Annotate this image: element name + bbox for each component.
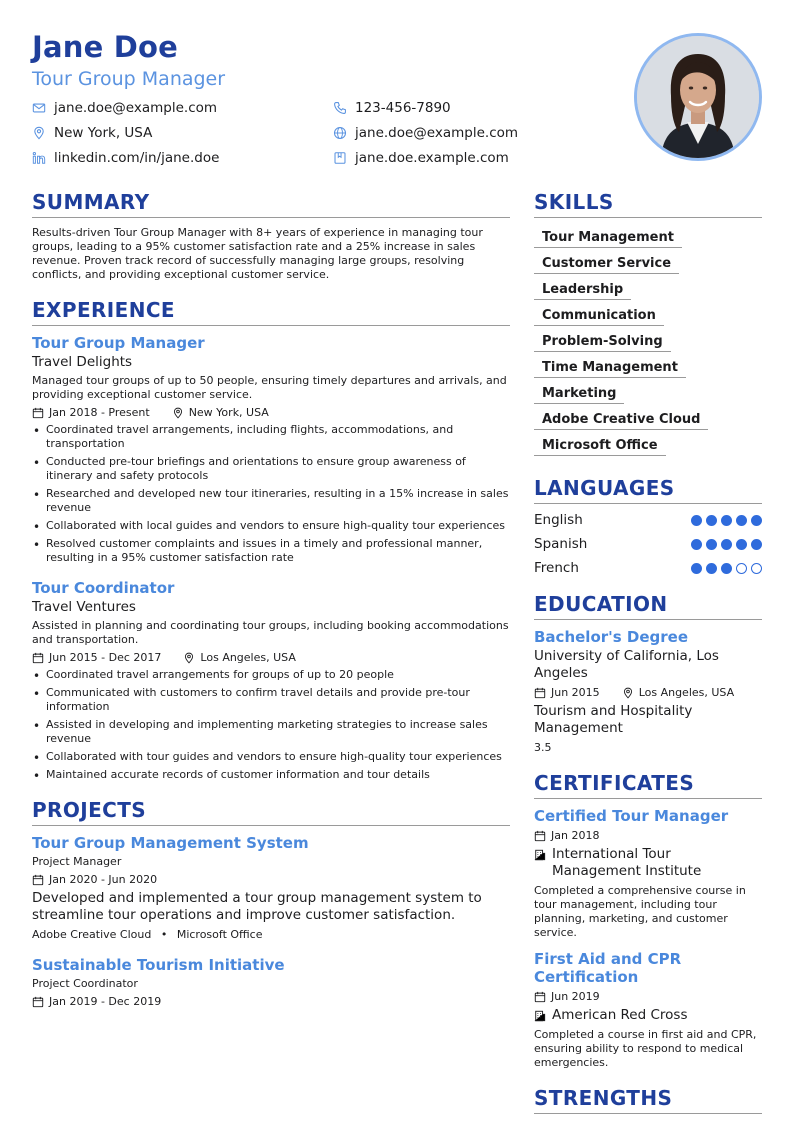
- candidate-title: Tour Group Manager: [32, 68, 226, 90]
- language-name: Spanish: [534, 536, 588, 552]
- skill-tag: Leadership: [534, 282, 631, 300]
- job-bullet: • Communicated with customers to confirm travel details and provide pre-tour information: [32, 686, 510, 714]
- project-role: Project Coordinator: [32, 977, 138, 990]
- skills-heading: SKILLS: [534, 190, 762, 218]
- job-meta: [32, 651, 510, 664]
- project-item: [32, 834, 510, 942]
- job-dates: [32, 651, 161, 664]
- skill-tag: Communication: [534, 308, 664, 326]
- project-dates-text: Jan 2019 - Dec 2019: [49, 995, 162, 1008]
- project-tools: [32, 928, 510, 942]
- calendar-icon: [32, 996, 44, 1008]
- job-meta: [32, 406, 510, 419]
- linkedin-icon: [32, 151, 46, 165]
- summary-text: Results-driven Tour Group Manager with 8+ years of experience in managing tour groups, leading to a 95% customer satisfaction rate and a 25% increase in sales revenue. Proven track record of successfully managing large groups, resolving conflicts, and providing exceptional customer service.: [32, 226, 483, 281]
- right-column: [534, 190, 762, 1122]
- job-bullet: • Maintained accurate records of customer information and tour details: [32, 768, 510, 782]
- job-location: [183, 651, 295, 664]
- certificate-date-wrap: [534, 990, 600, 1003]
- certificate-date-text: Jun 2019: [551, 990, 600, 1003]
- level-dot-filled: [721, 563, 732, 574]
- project-tool: Adobe Creative Cloud: [32, 928, 152, 941]
- location-pin-icon: [183, 652, 195, 664]
- profile-photo-image: [637, 36, 759, 158]
- certificate-title: Certified Tour Manager: [534, 807, 729, 825]
- job-bullet: • Researched and developed new tour itineraries, resulting in a 15% increase in sales revenue: [32, 487, 510, 515]
- education-meta: [534, 686, 762, 699]
- level-dot-filled: [691, 563, 702, 574]
- certificate-date: [534, 829, 762, 842]
- job-location-text: Los Angeles, USA: [200, 651, 296, 664]
- language-level: [691, 539, 762, 550]
- job-description: Assisted in planning and coordinating tour groups, including booking accommodations and transportation.: [32, 619, 509, 646]
- project-dates: [32, 995, 161, 1008]
- contact-website[interactable]: [333, 150, 509, 166]
- education-dates: [534, 686, 600, 699]
- certificate-date-wrap: [534, 829, 599, 842]
- job-description: Managed tour groups of up to 50 people, ensuring timely departures and arrivals, and providing exceptional customer service.: [32, 374, 507, 401]
- job-dates: [32, 406, 150, 419]
- institution-name: University of California, Los Angeles: [534, 648, 719, 681]
- location-pin-icon: [172, 407, 184, 419]
- job-bullet: • Coordinated travel arrangements, including flights, accommodations, and transportation: [32, 423, 510, 451]
- level-dot-empty: [751, 563, 762, 574]
- degree-title: Bachelor's Degree: [534, 628, 688, 646]
- project-description: Developed and implemented a tour group management system to streamline tour operations and improve customer satisfaction.: [32, 890, 482, 923]
- level-dot-filled: [721, 539, 732, 550]
- globe-icon: [333, 126, 347, 140]
- candidate-name: Jane Doe: [32, 30, 179, 64]
- strengths-heading: STRENGTHS: [534, 1086, 762, 1114]
- contact-linkedin-text: linkedin.com/in/jane.doe: [54, 150, 220, 166]
- level-dot-filled: [706, 539, 717, 550]
- project-tool: Microsoft Office: [176, 928, 263, 941]
- phone-icon: [333, 101, 347, 115]
- skills-list: [534, 226, 762, 460]
- certificate-description: Completed a comprehensive course in tour management, including tour planning, marketing, and customer service.: [534, 884, 746, 939]
- skill-tag: Marketing: [534, 386, 624, 404]
- contact-website-text: jane.doe.example.com: [355, 150, 509, 166]
- job-bullets: [32, 423, 510, 565]
- project-tool-separator: •: [160, 928, 168, 941]
- certificate-description: Completed a course in first aid and CPR, ensuring ability to respond to medical emergencies.: [534, 1028, 757, 1069]
- skill-tag: Problem-Solving: [534, 334, 671, 352]
- language-level: [691, 515, 762, 526]
- contact-location: [32, 125, 152, 141]
- job-bullets: [32, 668, 510, 782]
- certificate-date: [534, 990, 762, 1003]
- level-dot-filled: [736, 539, 747, 550]
- job-title: Tour Group Manager: [32, 334, 205, 352]
- contact-location-text: New York, USA: [54, 125, 153, 141]
- language-name: English: [534, 512, 583, 528]
- job-bullet: • Assisted in developing and implementing marketing strategies to increase sales revenue: [32, 718, 510, 746]
- project-dates: [32, 873, 157, 886]
- calendar-icon: [32, 407, 44, 419]
- skill-tag: Tour Management: [534, 230, 682, 248]
- certificate-item: [534, 950, 762, 1070]
- project-role: Project Manager: [32, 855, 122, 868]
- experience-heading: EXPERIENCE: [32, 298, 510, 326]
- level-dot-filled: [706, 563, 717, 574]
- contact-linkedin[interactable]: [32, 150, 219, 166]
- profile-photo: [634, 33, 762, 161]
- certificate-issuer: [534, 1007, 762, 1024]
- calendar-icon: [32, 874, 44, 886]
- level-dot-filled: [691, 515, 702, 526]
- education-dates-text: Jun 2015: [551, 686, 600, 699]
- education-heading: EDUCATION: [534, 592, 762, 620]
- calendar-icon: [534, 687, 546, 699]
- mail-icon: [32, 101, 46, 115]
- language-row: [534, 536, 762, 552]
- company-name: Travel Ventures: [32, 599, 136, 615]
- language-row: [534, 560, 762, 576]
- company-name: Travel Delights: [32, 354, 133, 370]
- contact-web-email-text: jane.doe@example.com: [355, 125, 519, 141]
- certificate-issuer: [534, 846, 762, 880]
- project-meta: [32, 873, 510, 886]
- certificate-item: [534, 807, 762, 940]
- projects-heading: PROJECTS: [32, 798, 510, 826]
- gpa-value: 3.5: [534, 741, 552, 754]
- job-location: [172, 406, 269, 419]
- certificate-issuer-text: International Tour Management Institute: [552, 846, 702, 879]
- job-title: Tour Coordinator: [32, 579, 175, 597]
- level-dot-filled: [721, 515, 732, 526]
- level-dot-filled: [751, 515, 762, 526]
- location-pin-icon: [622, 687, 634, 699]
- job-bullet: • Conducted pre-tour briefings and orientations to ensure group awareness of itinerary and safety protocols: [32, 455, 510, 483]
- calendar-icon: [534, 991, 546, 1003]
- location-pin-icon: [32, 126, 46, 140]
- experience-item: [32, 579, 510, 782]
- project-title: Tour Group Management System: [32, 834, 309, 852]
- field-of-study: Tourism and Hospitality Management: [534, 703, 693, 736]
- skill-tag: Time Management: [534, 360, 686, 378]
- contact-email[interactable]: [32, 100, 217, 116]
- contact-phone-text: 123-456-7890: [355, 100, 451, 116]
- job-bullet: • Resolved customer complaints and issues in a timely and professional manner, resulting in a 95% customer satisfaction rate: [32, 537, 510, 565]
- building-icon: [534, 1010, 546, 1022]
- project-item: [32, 956, 510, 1008]
- skill-tag: Customer Service: [534, 256, 679, 274]
- skill-tag: Adobe Creative Cloud: [534, 412, 708, 430]
- education-location: [622, 686, 734, 699]
- level-dot-empty: [736, 563, 747, 574]
- experience-item: [32, 334, 510, 565]
- left-column: [32, 190, 510, 1012]
- languages-heading: LANGUAGES: [534, 476, 762, 504]
- languages-list: [534, 512, 762, 576]
- language-name: French: [534, 560, 579, 576]
- project-title: Sustainable Tourism Initiative: [32, 956, 285, 974]
- skill-tag: Microsoft Office: [534, 438, 666, 456]
- calendar-icon: [32, 652, 44, 664]
- level-dot-filled: [736, 515, 747, 526]
- certificate-date-text: Jan 2018: [551, 829, 600, 842]
- job-dates-text: Jan 2018 - Present: [49, 406, 150, 419]
- contact-web-email[interactable]: [333, 125, 518, 141]
- job-bullet: • Collaborated with tour guides and vendors to ensure high-quality tour experiences: [32, 750, 510, 764]
- language-level: [691, 563, 762, 574]
- job-bullet: • Coordinated travel arrangements for groups of up to 20 people: [32, 668, 510, 682]
- level-dot-filled: [751, 539, 762, 550]
- summary-heading: SUMMARY: [32, 190, 510, 218]
- calendar-icon: [534, 830, 546, 842]
- project-dates-text: Jan 2020 - Jun 2020: [49, 873, 158, 886]
- job-location-text: New York, USA: [188, 406, 269, 419]
- language-row: [534, 512, 762, 528]
- project-meta: [32, 995, 510, 1008]
- certificate-issuer-text: American Red Cross: [552, 1007, 688, 1023]
- certificates-heading: CERTIFICATES: [534, 771, 762, 799]
- contact-phone[interactable]: [333, 100, 451, 116]
- level-dot-filled: [706, 515, 717, 526]
- job-dates-text: Jun 2015 - Dec 2017: [49, 651, 162, 664]
- job-bullet: • Collaborated with local guides and vendors to ensure high-quality tour experiences: [32, 519, 510, 533]
- building-icon: [534, 849, 546, 861]
- contact-email-text: jane.doe@example.com: [54, 100, 218, 116]
- level-dot-filled: [691, 539, 702, 550]
- bookmark-icon: [333, 151, 347, 165]
- education-location-text: Los Angeles, USA: [638, 686, 735, 699]
- certificate-title: First Aid and CPR Certification: [534, 950, 682, 986]
